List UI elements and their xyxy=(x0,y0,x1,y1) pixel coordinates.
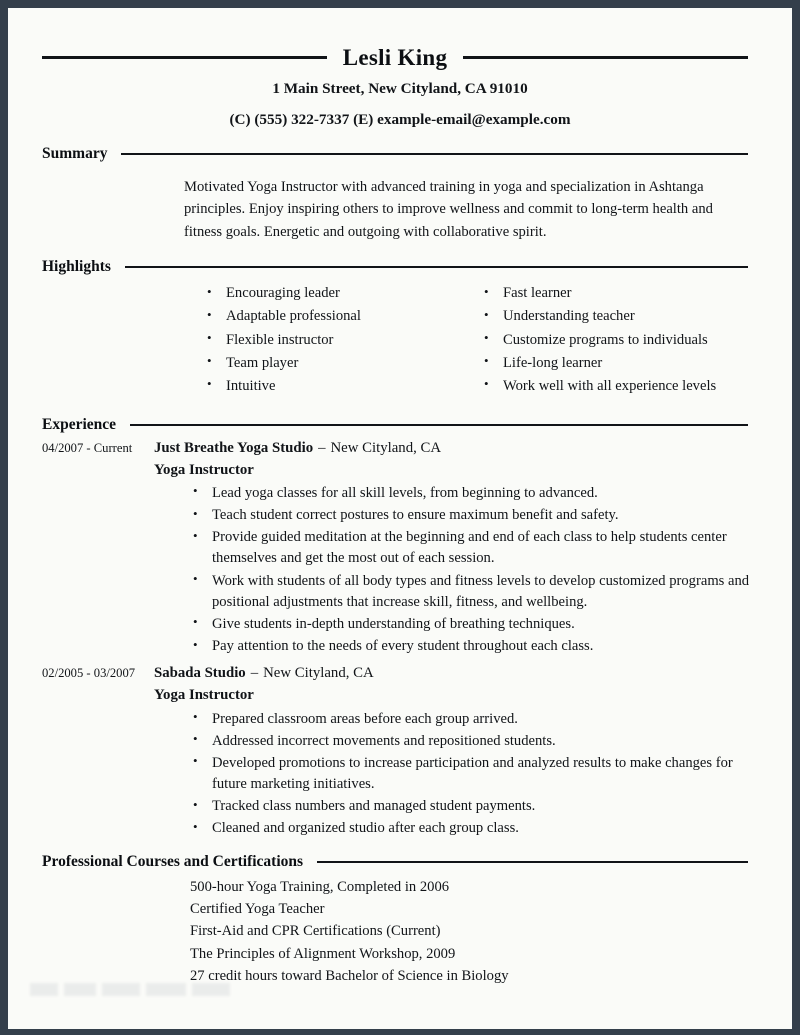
experience-dates: 04/2007 - Current xyxy=(42,440,133,455)
experience-location: New Cityland, CA xyxy=(330,439,442,456)
experience-bullet-list xyxy=(154,483,758,657)
section-header-summary xyxy=(8,146,792,162)
experience-bullet: • Work with students of all body types and fitness levels to develop customized programs and positional adjustments that increase skill, fitness, and wellbeing. xyxy=(190,571,758,613)
summary-body xyxy=(8,176,792,243)
experience-bullet: • Provide guided meditation at the beginning and end of each class to help students center themselves and get the most out of each session. xyxy=(190,527,758,569)
certification-item: First-Aid and CPR Certifications (Current) xyxy=(190,923,441,940)
section-header-certifications xyxy=(8,854,792,870)
experience-details xyxy=(150,662,758,840)
certification-item: 500-hour Yoga Training, Completed in 2006 xyxy=(190,878,450,895)
highlight-item: • Life-long learner xyxy=(481,353,758,374)
name-rule-left xyxy=(42,56,327,59)
summary-text: Motivated Yoga Instructor with advanced training in yoga and specialization in Ashtanga principles. Enjoy inspiring others to improve wellness and commit to long-term health and fitness goals. Energetic and outgoing with collaborative spirit. xyxy=(184,179,713,240)
experience-bullet: • Prepared classroom areas before each group arrived. xyxy=(190,709,758,730)
highlights-list-right xyxy=(481,283,758,397)
contact-address: 1 Main Street, New Cityland, CA 91010 xyxy=(272,80,528,97)
section-title-certifications: Professional Courses and Certifications xyxy=(42,853,304,871)
experience-job-title: Yoga Instructor xyxy=(154,461,254,478)
highlight-item: • Work well with all experience levels xyxy=(481,376,758,397)
experience-separator: – xyxy=(250,665,259,682)
experience-bullet: • Give students in-depth understanding of breathing techniques. xyxy=(190,614,758,635)
experience-company-line xyxy=(154,437,758,459)
name-rule-right xyxy=(463,56,748,59)
certification-item: The Principles of Alignment Workshop, 2009 xyxy=(190,945,456,962)
section-title-summary: Summary xyxy=(42,145,108,163)
experience-separator: – xyxy=(318,439,326,456)
highlights-list-left xyxy=(204,283,481,397)
experience-location: New Cityland, CA xyxy=(263,665,374,682)
section-title-experience: Experience xyxy=(42,416,117,434)
contact-phone-email: (C) (555) 322-7337 (E) example-email@example.com xyxy=(229,110,571,128)
experience-details xyxy=(150,437,758,659)
highlights-body xyxy=(8,283,792,399)
experience-bullet: • Addressed incorrect movements and repositioned students. xyxy=(190,731,758,752)
experience-bullet: • Tracked class numbers and managed student payments. xyxy=(190,796,758,817)
highlight-item: • Customize programs to individuals xyxy=(481,330,758,351)
page-title: Lesli King xyxy=(342,45,448,70)
experience-company-line xyxy=(154,662,758,684)
section-rule-certifications xyxy=(317,861,748,863)
certifications-list xyxy=(8,876,792,987)
experience-bullet-list xyxy=(154,709,758,840)
experience-bullet: • Cleaned and organized studio after each group class. xyxy=(190,818,758,839)
resume-sheet xyxy=(8,46,792,987)
section-rule-highlights xyxy=(125,266,748,268)
highlight-item: • Fast learner xyxy=(481,283,758,304)
experience-body xyxy=(8,437,792,841)
experience-company: Sabada Studio xyxy=(154,665,246,682)
highlight-item: • Encouraging leader xyxy=(204,283,481,304)
experience-dates: 02/2005 - 03/2007 xyxy=(42,666,136,681)
highlight-item: • Intuitive xyxy=(204,376,481,397)
section-rule-summary xyxy=(121,153,748,155)
certification-item: 27 credit hours toward Bachelor of Science in Biology xyxy=(190,967,509,984)
resume-header-name-row xyxy=(8,46,792,69)
experience-job-title: Yoga Instructor xyxy=(154,687,254,704)
experience-bullet: • Pay attention to the needs of every student throughout each class. xyxy=(190,636,758,657)
experience-entry xyxy=(8,662,792,840)
highlight-item: • Team player xyxy=(204,353,481,374)
experience-bullet: • Lead yoga classes for all skill levels, from beginning to advanced. xyxy=(190,483,758,504)
experience-bullet: • Teach student correct postures to ensure maximum benefit and safety. xyxy=(190,505,758,526)
highlights-column-right xyxy=(481,283,758,399)
experience-company: Just Breathe Yoga Studio xyxy=(154,439,314,456)
certification-item: Certified Yoga Teacher xyxy=(190,901,325,918)
section-header-highlights xyxy=(8,259,792,275)
experience-bullet: • Developed promotions to increase participation and analyzed results to make changes for future marketing initiatives. xyxy=(190,753,758,795)
experience-entry xyxy=(8,437,792,659)
highlight-item: • Flexible instructor xyxy=(204,330,481,351)
highlight-item: • Adaptable professional xyxy=(204,306,481,327)
highlights-column-left xyxy=(204,283,481,399)
section-header-experience xyxy=(8,417,792,433)
section-rule-experience xyxy=(130,424,748,426)
highlight-item: • Understanding teacher xyxy=(481,306,758,327)
section-title-highlights: Highlights xyxy=(42,257,111,275)
resume-page xyxy=(8,8,792,1029)
